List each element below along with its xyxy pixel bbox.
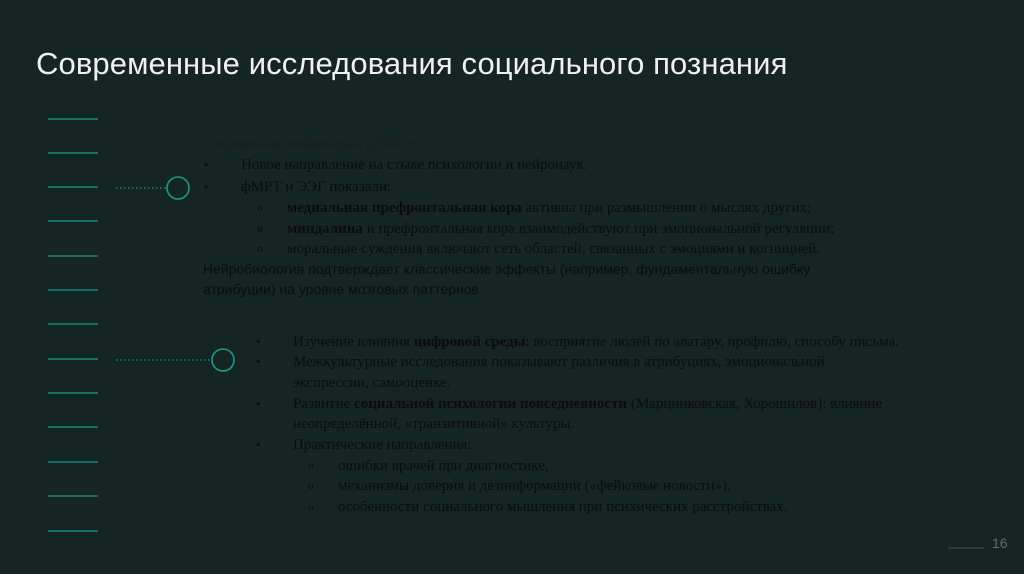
emphasis-text: цифровой среды	[413, 334, 526, 350]
page-number: 16	[992, 535, 1008, 551]
timeline-marker-2	[116, 349, 234, 371]
bullet-marker: •	[256, 437, 261, 452]
list-item-continued: экспрессии, самооценке.	[293, 375, 451, 391]
paragraph-line: атрибуции) на уровне мозговых паттернов	[203, 281, 479, 297]
item-text: и префронтальная кора взаимодействуют при эмоциональной регуляции;	[362, 221, 835, 237]
sub-list-item: особенности социального мышления при психических расстройствах.	[338, 499, 788, 515]
sub-bullet-marker: o	[308, 501, 314, 513]
emphasis-text: миндалина	[287, 221, 363, 237]
paragraph-line: Нейробиология подтверждает классические эффекты (например, фундаментальную ошибку	[203, 261, 811, 277]
item-text: Развитие	[293, 396, 355, 412]
list-item	[293, 395, 882, 413]
bullet-marker: •	[204, 157, 209, 172]
list-item: Новое направление на стыке психологии и нейронаук.	[241, 157, 588, 173]
sub-bullet-marker: o	[308, 460, 314, 472]
sub-list-item	[287, 199, 811, 217]
sub-list-item	[287, 220, 834, 238]
section-heading: Социальная нейронаука (2000-е)	[203, 135, 420, 151]
item-text: Изучение влияния	[293, 334, 414, 350]
timeline-marker-1	[116, 177, 189, 199]
emphasis-text: медиальная префронтальная кора	[287, 200, 522, 216]
bullet-marker: •	[256, 354, 261, 369]
bullet-marker: •	[256, 334, 261, 349]
list-item	[293, 333, 899, 351]
sub-bullet-marker: o	[257, 223, 263, 235]
item-text: (Марцинковская, Хорошилов): влияние	[627, 396, 883, 412]
bullet-marker: •	[204, 179, 209, 194]
list-item-continued: неопределённой, «транзитивной» культуры.	[293, 416, 575, 432]
sub-list-item: механизмы доверия и дезинформации («фейковые новости»),	[338, 478, 731, 494]
sub-bullet-marker: o	[257, 243, 263, 255]
sub-list-item: ошибки врачей при диагностике,	[338, 458, 549, 474]
slide-title: Современные исследования социального познания	[36, 46, 788, 81]
item-text: активна при размышлении о мыслях других;	[521, 200, 812, 216]
list-item: фМРТ и ЭЭГ показали:	[241, 179, 392, 195]
list-item: Практические направления:	[293, 437, 472, 453]
timeline-ticks	[48, 119, 98, 531]
sub-bullet-marker: o	[308, 480, 314, 492]
item-text: : восприятие людей по аватару, профилю, способу письма.	[525, 334, 899, 350]
bullet-marker: •	[256, 396, 261, 411]
list-item: Межкультурные исследования показывают различия в атрибуциях, эмоциональной	[293, 354, 825, 370]
sub-bullet-marker: o	[257, 202, 263, 214]
sub-list-item: моральные суждения включают сеть областей, связанных с эмоциями и когницией.	[287, 241, 821, 257]
emphasis-text: социальной психологии повседневности	[354, 396, 628, 412]
